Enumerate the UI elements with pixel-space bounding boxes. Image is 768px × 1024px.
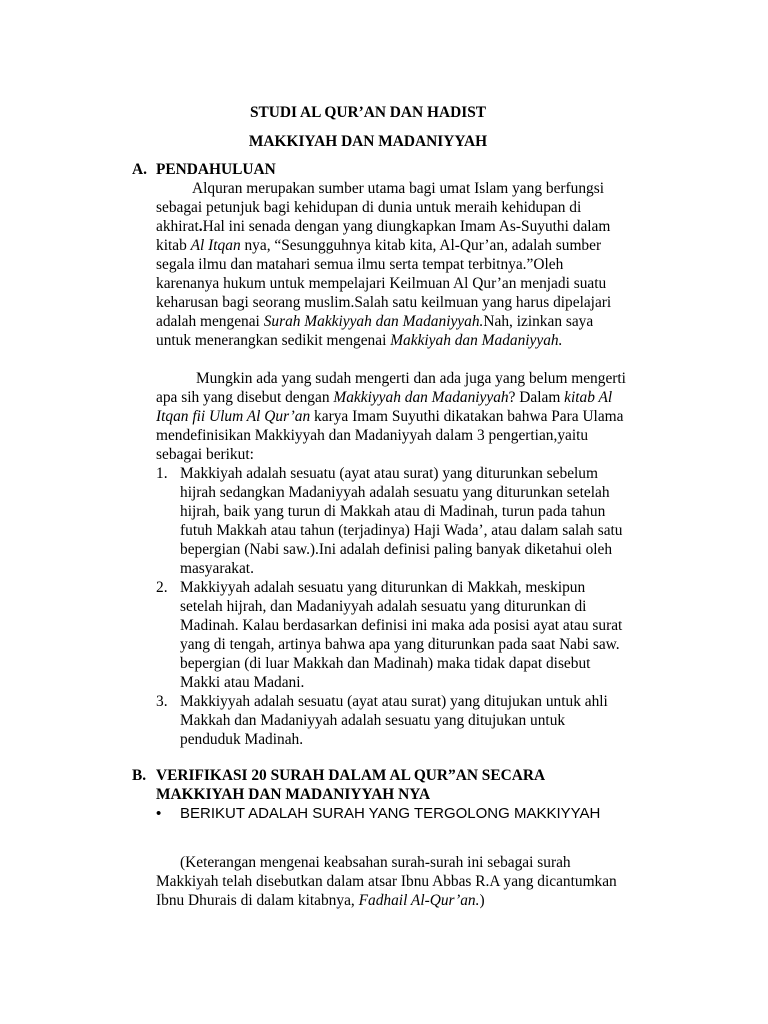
text-run-bold: . (198, 218, 203, 235)
text-run: Hal ini senada dengan yang diungkapkan Imam As-Suyuthi dalam kitab (156, 218, 611, 254)
document-subtitle: MAKKIYAH DAN MADANIYYAH (248, 133, 488, 150)
text-run-italic: Makkiyah dan Madaniyyah. (390, 332, 563, 349)
bullet-icon: • (156, 805, 162, 822)
text-run-italic: Surah Makkiyyah dan Madaniyyah. (263, 313, 484, 330)
definition-list-item-2 (156, 578, 628, 692)
list-text: Makkiyyah adalah sesuatu (ayat atau surat) yang ditujukan untuk ahli Makkah dan Madaniyyah adalah sesuatu yang ditujukan untuk penduduk Madinah. (180, 693, 608, 748)
section-a-heading (132, 160, 632, 179)
text-run-italic: Al Itqan (190, 237, 241, 254)
text-run: Nah, izinkan saya untuk menerangkan sedikit mengenai (156, 313, 594, 349)
section-b-letter: B. (132, 767, 147, 784)
text-run: karya Imam Suyuthi dikatakan bahwa Para Ulama mendefinisikan Makkiyyah dan Madaniyyah dalam 3 pengertian,yaitu sebagai berikut: (156, 408, 624, 463)
bullet-item (156, 804, 628, 823)
list-text: Makkiyyah adalah sesuatu yang diturunkan di Makkah, meskipun setelah hijrah, dan Madaniyyah adalah sesuatu yang diturunkan di Madinah. Kalau berdasarkan definisi ini maka ada posisi ayat atau surat yang di tengah, artinya bahwa apa yang diturunkan pada saat Nabi saw. bepergian (di luar Makkah dan Madinah) maka tidak dapat disebut Makki atau Madani. (180, 579, 623, 691)
list-number: 1. (156, 465, 168, 482)
text-run-italic: Fadhail Al-Qur’an. (358, 892, 480, 909)
text-run: nya, “Sesungguhnya kitab kita, Al-Qur’an, adalah sumber segala ilmu dan matahari semua ilmu serta tempat terbitnya.”Oleh karenanya hukum untuk mempelajari Keilmuan Al Qur’an menjadi suatu keharusan bagi seorang muslim.Salah satu keilmuan yang harus dipelajari adalah mengenai (156, 237, 612, 330)
list-number: 2. (156, 579, 168, 596)
section-b-title-line1: VERIFIKASI 20 SURAH DALAM AL QUR”AN SECARA (156, 767, 546, 784)
definition-paragraph (156, 369, 628, 464)
intro-paragraph (156, 179, 628, 350)
list-item (156, 692, 628, 749)
section-b-title-line2: MAKKIYAH DAN MADANIYYAH NYA (156, 786, 431, 803)
definition-list-item-3 (156, 692, 628, 749)
text-run-italic: Makkiyyah dan Madaniyyah (333, 389, 509, 406)
list-number: 3. (156, 693, 168, 710)
document-title: STUDI AL QUR’AN DAN HADIST (249, 104, 487, 121)
text-run: ) (479, 892, 485, 909)
list-text: Makkiyah adalah sesuatu (ayat atau surat) yang diturunkan sebelum hijrah sedangkan Madaniyyah adalah sesuatu yang diturunkan setelah hijrah, baik yang turun di Makkah atau di Madinah, turun pada tahun futuh Makkah atau tahun (terjadinya) Haji Wada’, atau dalam salah satu bepergian (Nabi saw.).Ini adalah definisi paling banyak diketahui oleh masyarakat. (180, 465, 623, 577)
text-run: ? Dalam (508, 389, 565, 406)
text-run: Mungkin ada yang sudah mengerti dan ada juga yang belum mengerti apa sih yang disebut dengan (156, 370, 626, 406)
list-item (156, 578, 628, 692)
bullet-text: BERIKUT ADALAH SURAH YANG TERGOLONG MAKKIYYAH (180, 805, 601, 822)
list-item (156, 464, 628, 578)
text-run-italic: kitab Al Itqan fii Ulum Al Qur’an (156, 389, 613, 425)
section-a-title: PENDAHULUAN (156, 161, 276, 178)
definition-list-item-1 (156, 464, 628, 578)
section-b-heading (132, 766, 632, 804)
note-paragraph (156, 853, 628, 910)
text-run: (Keterangan mengenai keabsahan surah-surah ini sebagai surah Makkiyah telah disebutkan dalam atsar Ibnu Abbas R.A yang dicantumkan Ibnu Dhurais di dalam kitabnya, (156, 854, 617, 909)
text-run: Alquran merupakan sumber utama bagi umat Islam yang berfungsi sebagai petunjuk bagi kehidupan di dunia untuk meraih kehidupan di akhirat (156, 180, 605, 235)
section-a-letter: A. (132, 161, 147, 178)
